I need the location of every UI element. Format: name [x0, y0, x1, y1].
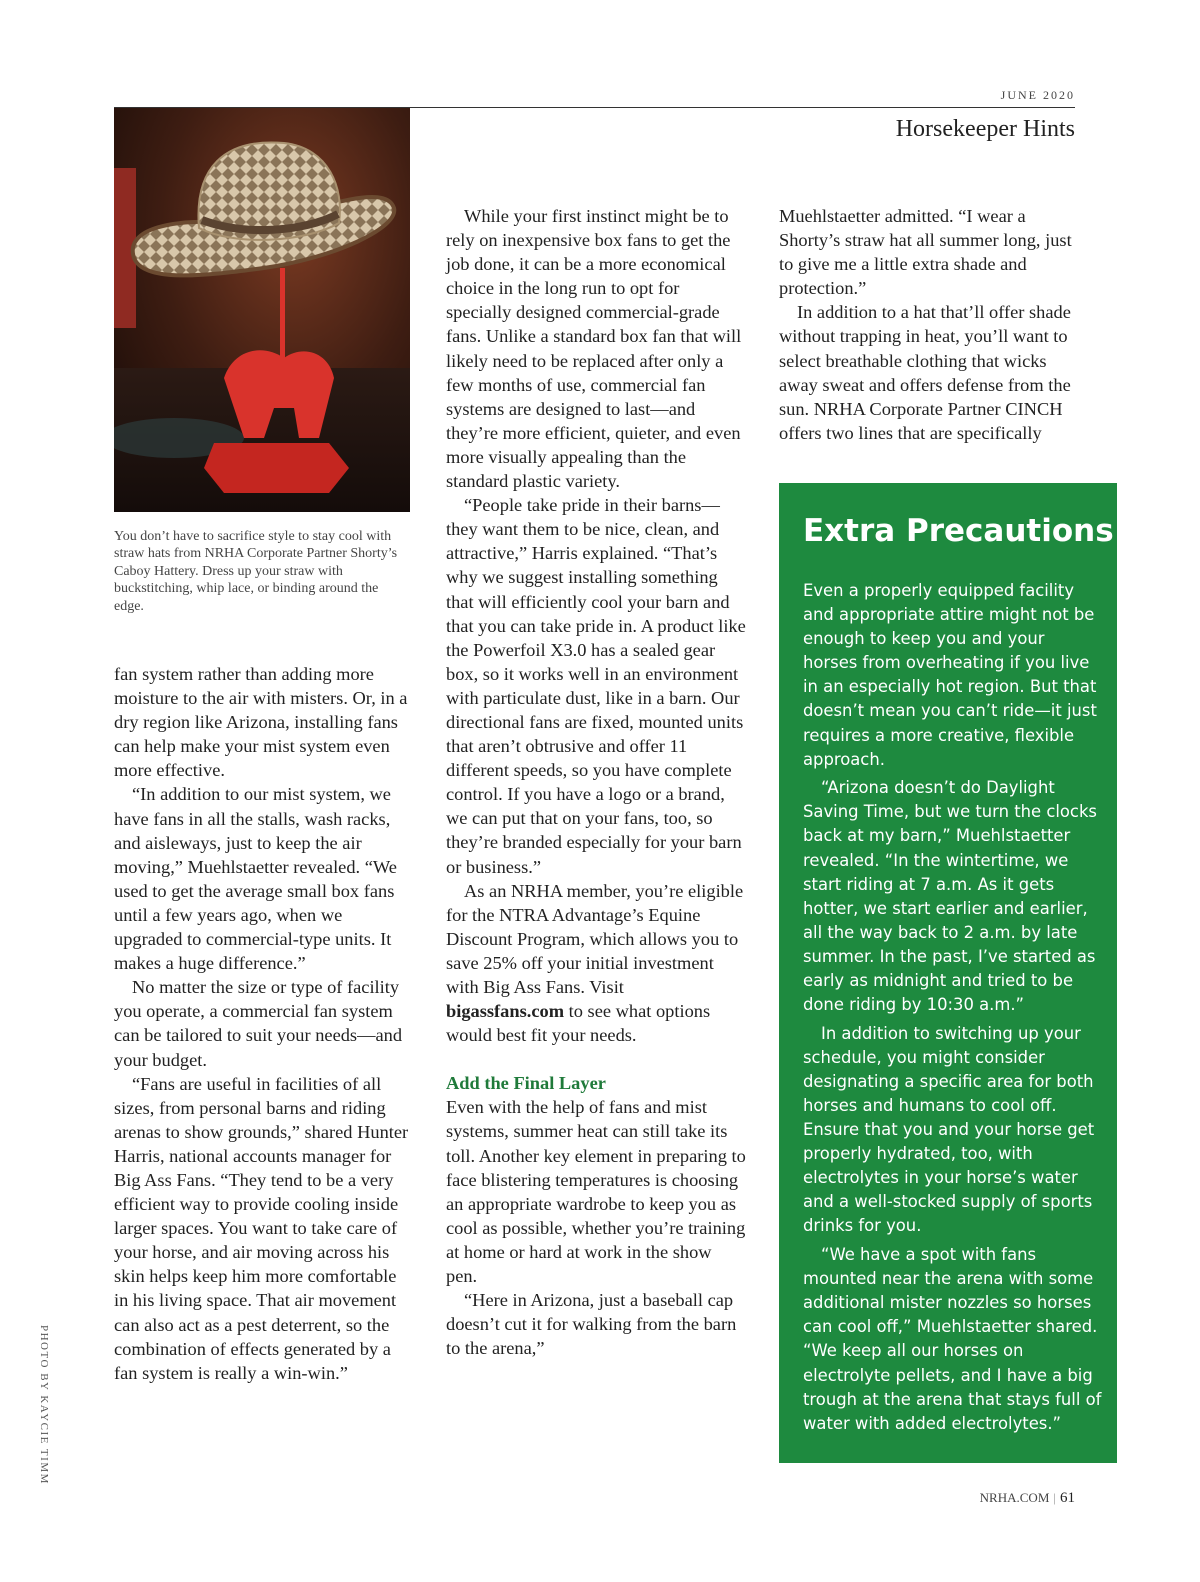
- sidebar-body: [803, 579, 1103, 1440]
- paragraph: [446, 879, 746, 1048]
- photo-credit: PHOTO BY KAYCIE TIMM: [38, 1325, 50, 1485]
- extra-precautions-sidebar: [779, 483, 1117, 1463]
- paragraph: “Fans are useful in facilities of all sizes, from personal barns and riding arenas to show grounds,” shared Hunter Harris, national accounts manager for Big Ass Fans. “They tend to be a very efficient way to provide cooling inside larger spaces. You want to take care of your horse, and air moving across his skin helps keep him more comfortable in his living space. That air movement can also act as a pest deterrent, so the combination of effects generated by a fan system is really a win-win.”: [114, 1073, 409, 1383]
- website-link[interactable]: bigassfans.com: [446, 1001, 565, 1022]
- paragraph: Even with the help of fans and mist systems, summer heat can still take its toll. Another key element in preparing to face blistering temperatures is choosing an appropriate wardrobe to keep you as cool as possible, whether you’re training at home or hard at work in the show pen.: [446, 1097, 746, 1287]
- paragraph: In addition to switching up your schedule, you might consider designating a specific area for both horses and humans to cool off. Ensure that you and your horse get properly hydrated, too, with electrolytes in your horse’s water and a well-stocked supply of sports drinks for you.: [803, 1023, 1095, 1236]
- paragraph: “Arizona doesn’t do Daylight Saving Time, but we turn the clocks back at my barn,” Muehlstaetter revealed. “In the wintertime, we start riding at 7 a.m. As it gets hotter, we start earlier and earlier, all the way back to 2 a.m. by late summer. In the past, I’ve started as early as midnight and tried to be done riding by 10:30 a.m.”: [803, 778, 1097, 1015]
- footer-separator: |: [1053, 1490, 1056, 1505]
- paragraph: “Here in Arizona, just a baseball cap doesn’t cut it for walking from the barn to the arena,”: [446, 1290, 737, 1359]
- issue-date: JUNE 2020: [1000, 88, 1075, 102]
- text-span: to see what options would best fit your needs.: [446, 1001, 711, 1046]
- sidebar-title: Extra Precautions: [803, 513, 1114, 549]
- article-column-1: [114, 662, 414, 1385]
- hat-photo-illustration: [114, 108, 410, 512]
- page-footer: [980, 1490, 1075, 1507]
- paragraph: fan system rather than adding more moisture to the air with misters. Or, in a dry region like Arizona, installing fans can help make your mist system even more effective.: [114, 664, 408, 781]
- article-column-2: [446, 204, 746, 1360]
- subheading: Add the Final Layer: [446, 1073, 606, 1094]
- paragraph: No matter the size or type of facility you operate, a commercial fan system can be tailored to suit your needs—and your budget.: [114, 977, 403, 1070]
- hat-photo: [114, 108, 410, 512]
- paragraph: “We have a spot with fans mounted near the arena with some additional mister nozzles so horses can cool off,” Muehlstaetter shared. “We keep all our horses on electrolyte pellets, and I have a big trough at the arena that stays full of water with added electrolytes.”: [803, 1245, 1102, 1433]
- article-column-3: [779, 204, 1079, 445]
- paragraph: In addition to a hat that’ll offer shade without trapping in heat, you’ll want to select breathable clothing that wicks away sweat and offers defense from the sun. NRHA Corporate Partner CINCH offers two lines that are specifically: [779, 302, 1071, 443]
- section-title: Horsekeeper Hints: [895, 116, 1075, 142]
- paragraph: Muehlstaetter admitted. “I wear a Shorty’s straw hat all summer long, just to give me a little extra shade and protection.”: [779, 206, 1072, 299]
- site-name: NRHA.COM: [979, 1490, 1050, 1505]
- paragraph: “In addition to our mist system, we have fans in all the stalls, wash racks, and aisleways, just to keep the air moving,” Muehlstaetter revealed. “We used to get the average small box fans until a few years ago, when we upgraded to commercial-type units. It makes a huge difference.”: [114, 784, 397, 974]
- paragraph: Even a properly equipped facility and appropriate attire might not be enough to keep you and your horses from overheating if you live in an especially hot region. But that doesn’t mean you can’t ride—it just requires a more creative, flexible approach.: [803, 581, 1097, 769]
- paragraph: While your first instinct might be to rely on inexpensive box fans to get the job done, it can be a more economical choice in the long run to opt for specially designed commercial-grade fans. Unlike a standard box fan that will likely need to be replaced after only a few months of use, commercial fan systems are designed to last—and they’re more efficient, quieter, and even more visually appealing than the standard plastic variety.: [446, 206, 742, 492]
- page-number: 61: [1060, 1490, 1075, 1506]
- photo-caption: You don’t have to sacrifice style to stay cool with straw hats from NRHA Corporate Partner Shorty’s Caboy Hattery. Dress up your straw with buckstitching, whip lace, or binding around the edge.: [114, 529, 398, 614]
- paragraph: “People take pride in their barns—they want them to be nice, clean, and attractive,” Harris explained. “That’s why we suggest installing something that will efficiently cool your barn and that you can take pride in. A product like the Powerfoil X3.0 has a sealed gear box, so it works well in an environment with particulate dust, like in a barn. Our directional fans are fixed, mounted units that aren’t obtrusive and offer 11 different speeds, so you have complete control. If you have a logo or a brand, we can put that on your fans, too, so they’re branded especially for your barn or business.”: [446, 495, 746, 877]
- text-span: As an NRHA member, you’re eligible for the NTRA Advantage’s Equine Discount Program, which allows you to save 25% off your initial investment with Big Ass Fans. Visit: [446, 880, 744, 997]
